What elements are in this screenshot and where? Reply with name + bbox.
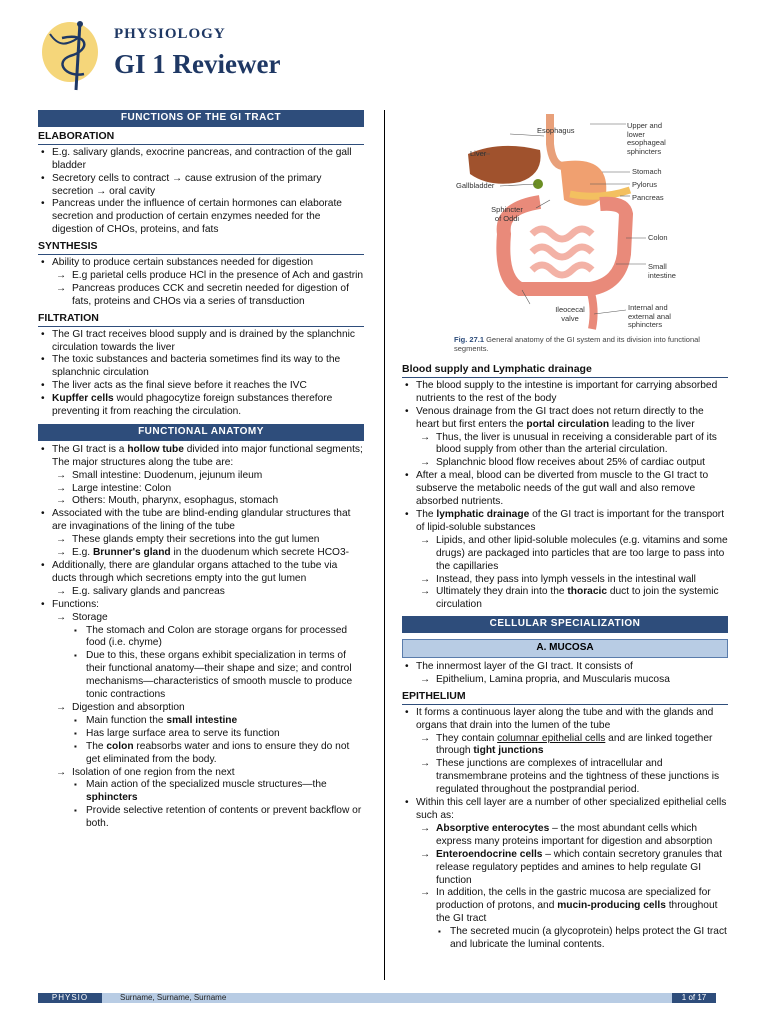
text: divided into major functional segments; The major structures along the tube are:	[52, 443, 363, 468]
list-item	[38, 393, 364, 419]
lymphatic-term: lymphatic drainage	[436, 508, 530, 520]
arrow-item	[402, 586, 728, 612]
figure-caption	[454, 335, 704, 353]
list-item: • The liver acts as the final sieve before it reaches the IVC	[38, 380, 364, 393]
text: E.g.	[72, 547, 93, 559]
synthesis-heading: SYNTHESIS	[38, 240, 364, 255]
footer-authors: Surname, Surname, Surname	[120, 993, 227, 1002]
footer-tag: PHYSIO	[38, 993, 102, 1003]
list-item: • The GI tract receives blood supply and is drained by the splanchnic circulation towards the liver	[38, 329, 364, 355]
text: – the most abundant cells which express many proteins important for digestion and absorption	[436, 822, 713, 847]
arrow-item	[402, 887, 728, 926]
list-item: • Within this cell layer are a number of other specialized epithelial cells such as:	[402, 797, 728, 823]
figure-label-esophagus: Esophagus	[537, 126, 575, 135]
arrow-item: → Digestion and absorption	[38, 702, 364, 715]
figure-label-stomach: Stomach	[632, 167, 662, 176]
list-item: • Associated with the tube are blind-ending glandular structures that are invaginations of the lining of the tube	[38, 508, 364, 534]
figure-label-pancreas: Pancreas	[632, 193, 664, 202]
page-number: 1 of 17	[672, 993, 716, 1003]
anatomy-section-bar: FUNCTIONAL ANATOMY	[38, 424, 364, 441]
figure-label-colon: Colon	[648, 233, 668, 242]
text: – which contain secretory granules that release regulatory peptides and amines to help regulate GI function	[436, 848, 722, 886]
arrow-item: → Splanchnic blood flow receives about 25% of cardiac output	[402, 457, 728, 470]
list-item: • After a meal, blood can be diverted from muscle to the GI tract to subserve the metabolic needs of the gut wall and also remove absorbed nutrients.	[402, 470, 728, 509]
figure-label-pylorus: Pylorus	[632, 180, 658, 189]
list-item: • Additionally, there are glandular organs attached to the tube via ducts through which secretions empty into the gut lumen	[38, 560, 364, 586]
arrow-item	[402, 733, 728, 759]
list-item: • E.g. salivary glands, exocrine pancreas, and contraction of the gall bladder	[38, 147, 364, 173]
list-item: • The blood supply to the intestine is important for carrying absorbed nutrients to the rest of the body	[402, 380, 728, 406]
arrow-item: → E.g. salivary glands and pancreas	[38, 586, 364, 599]
figure-label-oddi: Sphincter of Oddi	[491, 205, 523, 223]
thoracic-term: thoracic	[567, 586, 608, 598]
sub-item	[38, 715, 364, 728]
filtration-heading: FILTRATION	[38, 312, 364, 327]
text: of the GI tract is important for the transport of lipid-soluble substances	[416, 508, 725, 533]
arrow-item	[38, 547, 364, 560]
figure-label-ileocecal: Ileocecal valve	[555, 305, 585, 323]
list-item	[38, 444, 364, 470]
list-item: • Secretory cells to contract → cause extrusion of the primary secretion → oral cavity	[38, 173, 364, 199]
page-title: GI 1 Reviewer	[114, 49, 281, 79]
text: Main action of the specialized muscle structures—the	[86, 779, 327, 791]
arrow-item: → Instead, they pass into lymph vessels in the intestinal wall	[402, 574, 728, 587]
text: In addition, the cells in the gastric mucosa are specialized for production of protons, and	[436, 887, 711, 912]
text: throughout the GI tract	[436, 900, 718, 925]
page-footer	[38, 993, 716, 1003]
list-item: • Pancreas under the influence of certain hormones can elaborate secretion and production of certain enzymes needed for the digestion of CHOs, proteins, and fats	[38, 198, 364, 237]
list-item: • Functions:	[38, 599, 364, 612]
sphincters-term: sphincters	[86, 792, 138, 804]
list-item	[402, 406, 728, 432]
text: leading to the liver	[609, 418, 695, 430]
text: They contain	[436, 732, 498, 744]
text: duct to join the systemic circulation	[436, 586, 719, 611]
figure-label-liver: Liver	[470, 149, 487, 158]
sub-item: ▪ Provide selective retention of contents or prevent backflow or both.	[38, 805, 364, 831]
colon-term: colon	[106, 740, 134, 752]
arrow-item: → These junctions are complexes of intracellular and transmembrane proteins and the tightness of these junctions is regulated throughout the postprandial period.	[402, 758, 728, 797]
sub-item: ▪ The stomach and Colon are storage organs for processed food (i.e. chyme)	[38, 625, 364, 651]
sub-item	[38, 779, 364, 805]
sub-item: ▪ Has large surface area to serve its function	[38, 728, 364, 741]
arrow-item: → Isolation of one region from the next	[38, 767, 364, 780]
arrow-item	[402, 823, 728, 849]
subject-label: PHYSIOLOGY	[114, 26, 226, 42]
caduceus-logo-icon	[40, 16, 106, 96]
arrow-item: → Pancreas produces CCK and secretin needed for digestion of fats, proteins and CHOs via a series of transduction	[38, 283, 364, 309]
figure-label-gallbladder: Gallbladder	[456, 181, 495, 190]
arrow-item: → Storage	[38, 612, 364, 625]
arrow-item: → E.g parietal cells produce HCl in the presence of Ach and gastrin	[38, 270, 364, 283]
mucosa-subsection-bar: A. MUCOSA	[402, 639, 728, 658]
text: reabsorbs water and ions to ensure they do not get eliminated from the body.	[86, 740, 350, 765]
kupffer-term: Kupffer cells	[52, 393, 114, 405]
list-item	[402, 509, 728, 535]
column-divider	[384, 110, 385, 980]
list-item: • The toxic substances and bacteria sometimes find its way to the splanchnic circulation	[38, 354, 364, 380]
enteroendocrine-term: Enteroendocrine cells	[436, 848, 543, 860]
arrow-item: → Others: Mouth, pharynx, esophagus, stomach	[38, 495, 364, 508]
sub-item	[38, 741, 364, 767]
text: The	[416, 508, 437, 520]
figure-label-upper-sphincters: Upper and lower esophageal sphincters	[627, 121, 666, 156]
text: The	[86, 740, 107, 752]
left-column	[38, 108, 364, 831]
caption-text: General anatomy of the GI system and its division into functional segments.	[454, 335, 700, 353]
sub-item: ▪ Due to this, these organs exhibit specialization in terms of their functional anatomy—their shape and size; and control mechanisms—characteristics of smooth muscle to produce tonic contractions	[38, 650, 364, 702]
portal-term: portal circulation	[526, 418, 610, 430]
arrow-item	[402, 849, 728, 888]
right-column	[402, 360, 728, 952]
small-intestine-term: small intestine	[166, 714, 238, 726]
text: Main function the	[86, 714, 167, 726]
columnar-term: columnar epithelial cells	[497, 732, 606, 744]
text: and are linked together through	[436, 732, 713, 757]
list-item: • It forms a continuous layer along the tube and with the glands and organs that drain into the lumen of the tube	[402, 707, 728, 733]
arrow-item: → Large intestine: Colon	[38, 483, 364, 496]
epithelium-heading: EPITHELIUM	[402, 690, 728, 705]
arrow-item: → Thus, the liver is unusual in receiving a considerable part of its blood supply from other than the arterial circulation.	[402, 432, 728, 458]
tight-junctions-term: tight junctions	[473, 745, 544, 757]
elaboration-heading: ELABORATION	[38, 130, 364, 145]
hollow-tube-term: hollow tube	[127, 443, 184, 455]
arrow-item: → These glands empty their secretions into the gut lumen	[38, 534, 364, 547]
arrow-item: → Epithelium, Lamina propria, and Muscularis mucosa	[402, 674, 728, 687]
text: Venous drainage from the GI tract does not return directly to the heart but first enters the	[416, 405, 704, 430]
mucin-cells-term: mucin-producing cells	[557, 900, 666, 912]
functions-section-bar: FUNCTIONS OF THE GI TRACT	[38, 110, 364, 127]
cellular-section-bar: CELLULAR SPECIALIZATION	[402, 616, 728, 633]
text: in the duodenum which secrete HCO3-	[170, 547, 350, 559]
kupffer-text: would phagocytize foreign substances therefore preventing it from reaching the circulation.	[52, 393, 333, 418]
sub-item: ▪ The secreted mucin (a glycoprotein) helps protect the GI tract and lubricate the luminal contents.	[402, 926, 728, 952]
absorptive-term: Absorptive enterocytes	[436, 822, 550, 834]
text: The GI tract is a	[52, 443, 128, 455]
arrow-item: → Lipids, and other lipid-soluble molecules (e.g. vitamins and some drugs) are packaged into particles that are too large to pass into the capillaries	[402, 535, 728, 574]
blood-supply-heading: Blood supply and Lymphatic drainage	[402, 363, 728, 378]
list-item: • The innermost layer of the GI tract. It consists of	[402, 661, 728, 674]
brunner-term: Brunner's gland	[92, 547, 171, 559]
figure-label-anal-sphincters: Internal and external anal sphincters	[628, 303, 671, 329]
list-item: • Ability to produce certain substances needed for digestion	[38, 257, 364, 270]
figure-label-small-intestine: Small intestine	[648, 262, 676, 280]
figure-number: Fig. 27.1	[454, 335, 485, 344]
arrow-item: → Small intestine: Duodenum, jejunum ileum	[38, 470, 364, 483]
text: Ultimately they drain into the	[436, 586, 568, 598]
